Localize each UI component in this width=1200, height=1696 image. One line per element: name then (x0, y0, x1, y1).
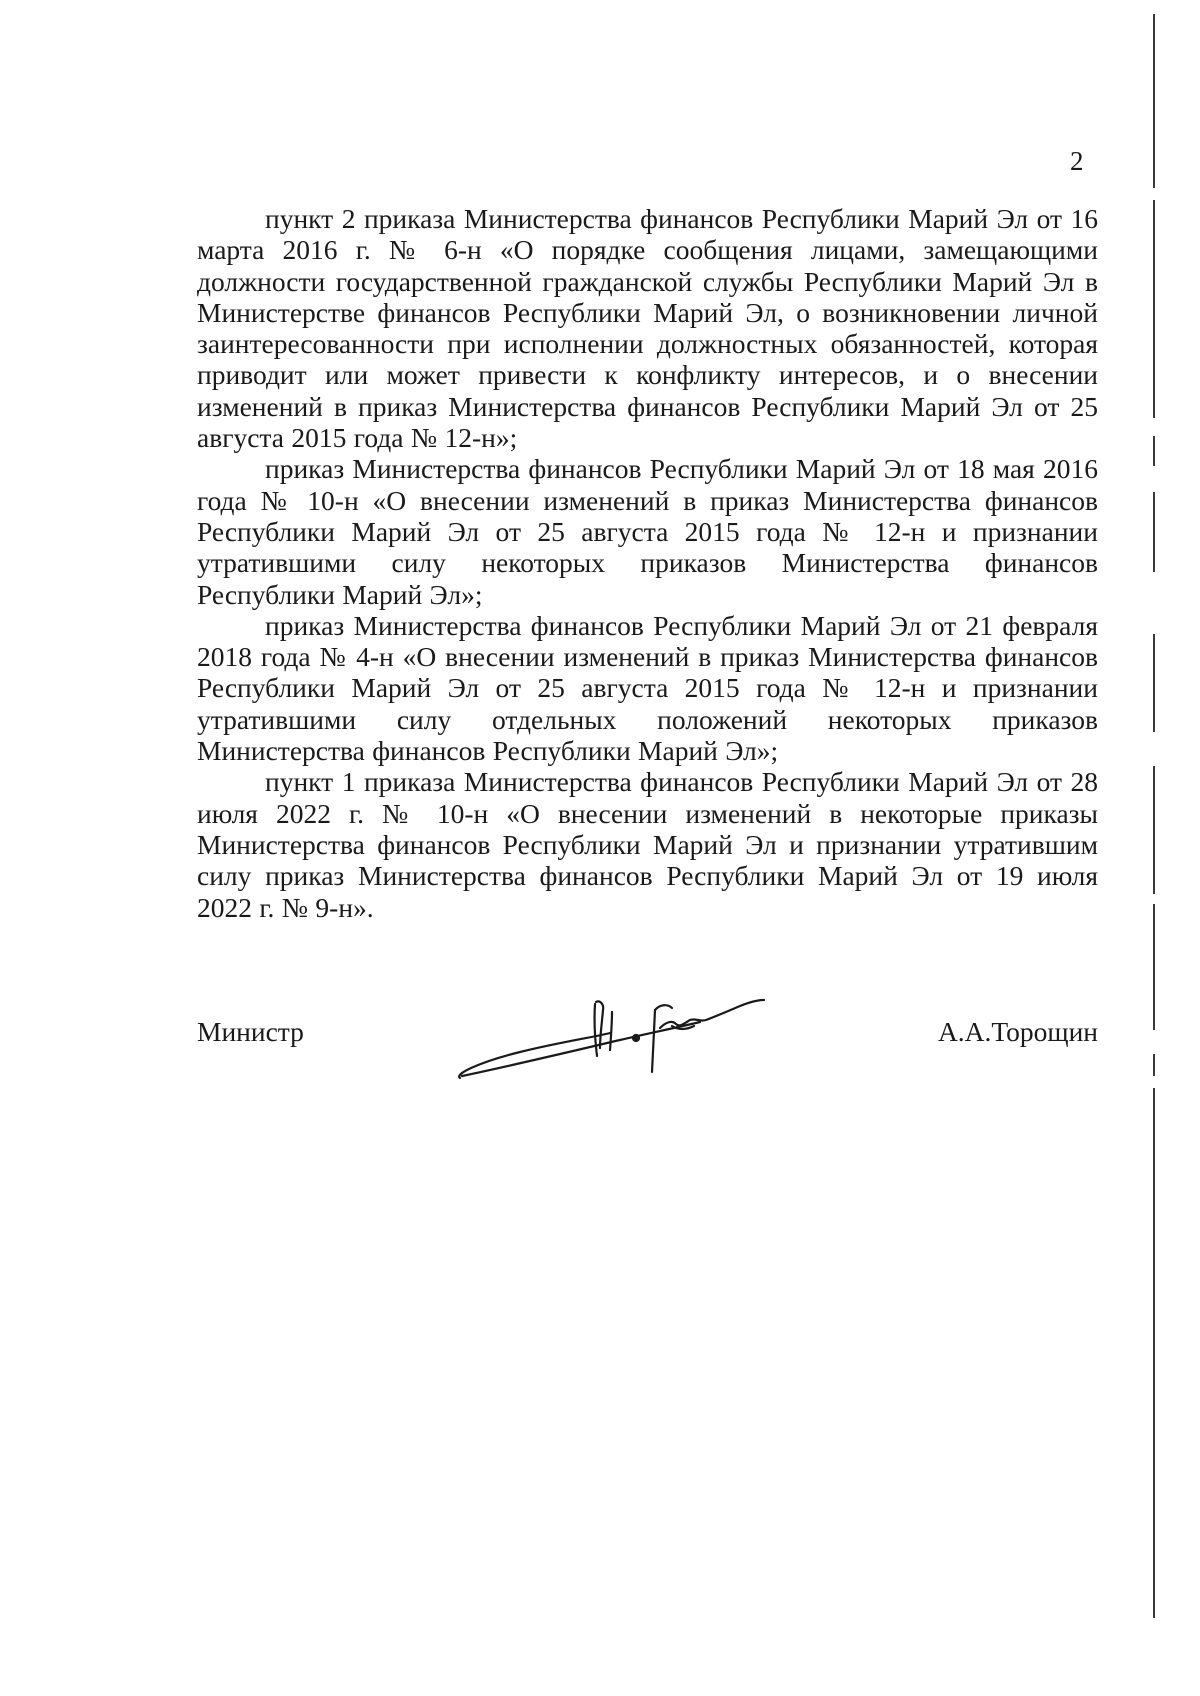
paragraph-3: приказ Министерства финансов Республики Марий Эл от 21 февраля 2018 года № 4-н «О внесении изменений в приказ Министерства финансов Республики Марий Эл от 25 августа 2015 года № 12-н и признании утратившими силу отдельных положений некоторых приказов Министерства финансов Республики Марий Эл»; (197, 609, 1098, 767)
scan-edge-line (1153, 492, 1155, 572)
scan-edge-line (1153, 14, 1155, 188)
signatory-name: А.А.Торощин (937, 1016, 1098, 1047)
scan-edge-line (1153, 766, 1155, 894)
scan-edge-line (1153, 634, 1155, 732)
document-body (197, 203, 1098, 923)
scan-edge-line (1153, 436, 1155, 466)
paragraph-1: пункт 2 приказа Министерства финансов Республики Марий Эл от 16 марта 2016 г. № 6-н «О порядке сообщения лицами, замещающими должности государственной гражданской службы Республики Марий Эл в Министерстве финансов Республики Марий Эл, о возникновении личной заинтересованности при исполнении должностных обязанностей, которая приводит или может привести к конфликту интересов, и о внесении изменений в приказ Министерства финансов Республики Марий Эл от 25 августа 2015 года № 12-н»; (197, 203, 1098, 454)
scan-edge-line (1153, 1054, 1155, 1076)
scan-edge-line (1153, 904, 1155, 1030)
paragraph-4: пункт 1 приказа Министерства финансов Республики Марий Эл от 28 июля 2022 г. № 10-н «О внесении изменений в некоторые приказы Министерства финансов Республики Марий Эл и признании утратившим силу приказ Министерства финансов Республики Марий Эл от 19 июля 2022 г. № 9-н». (197, 766, 1098, 923)
page-number: 2 (1070, 146, 1084, 176)
scan-edge-line (1153, 1088, 1155, 1618)
signatory-role: Министр (197, 1016, 304, 1047)
paragraph-2: приказ Министерства финансов Республики Марий Эл от 18 мая 2016 года № 10-н «О внесении изменений в приказ Министерства финансов Республики Марий Эл от 25 августа 2015 года № 12-н и признании утратившими силу некоторых приказов Министерства финансов Республики Марий Эл»; (197, 453, 1098, 610)
handwritten-signature (450, 970, 790, 1085)
scan-edge-line (1153, 200, 1155, 418)
